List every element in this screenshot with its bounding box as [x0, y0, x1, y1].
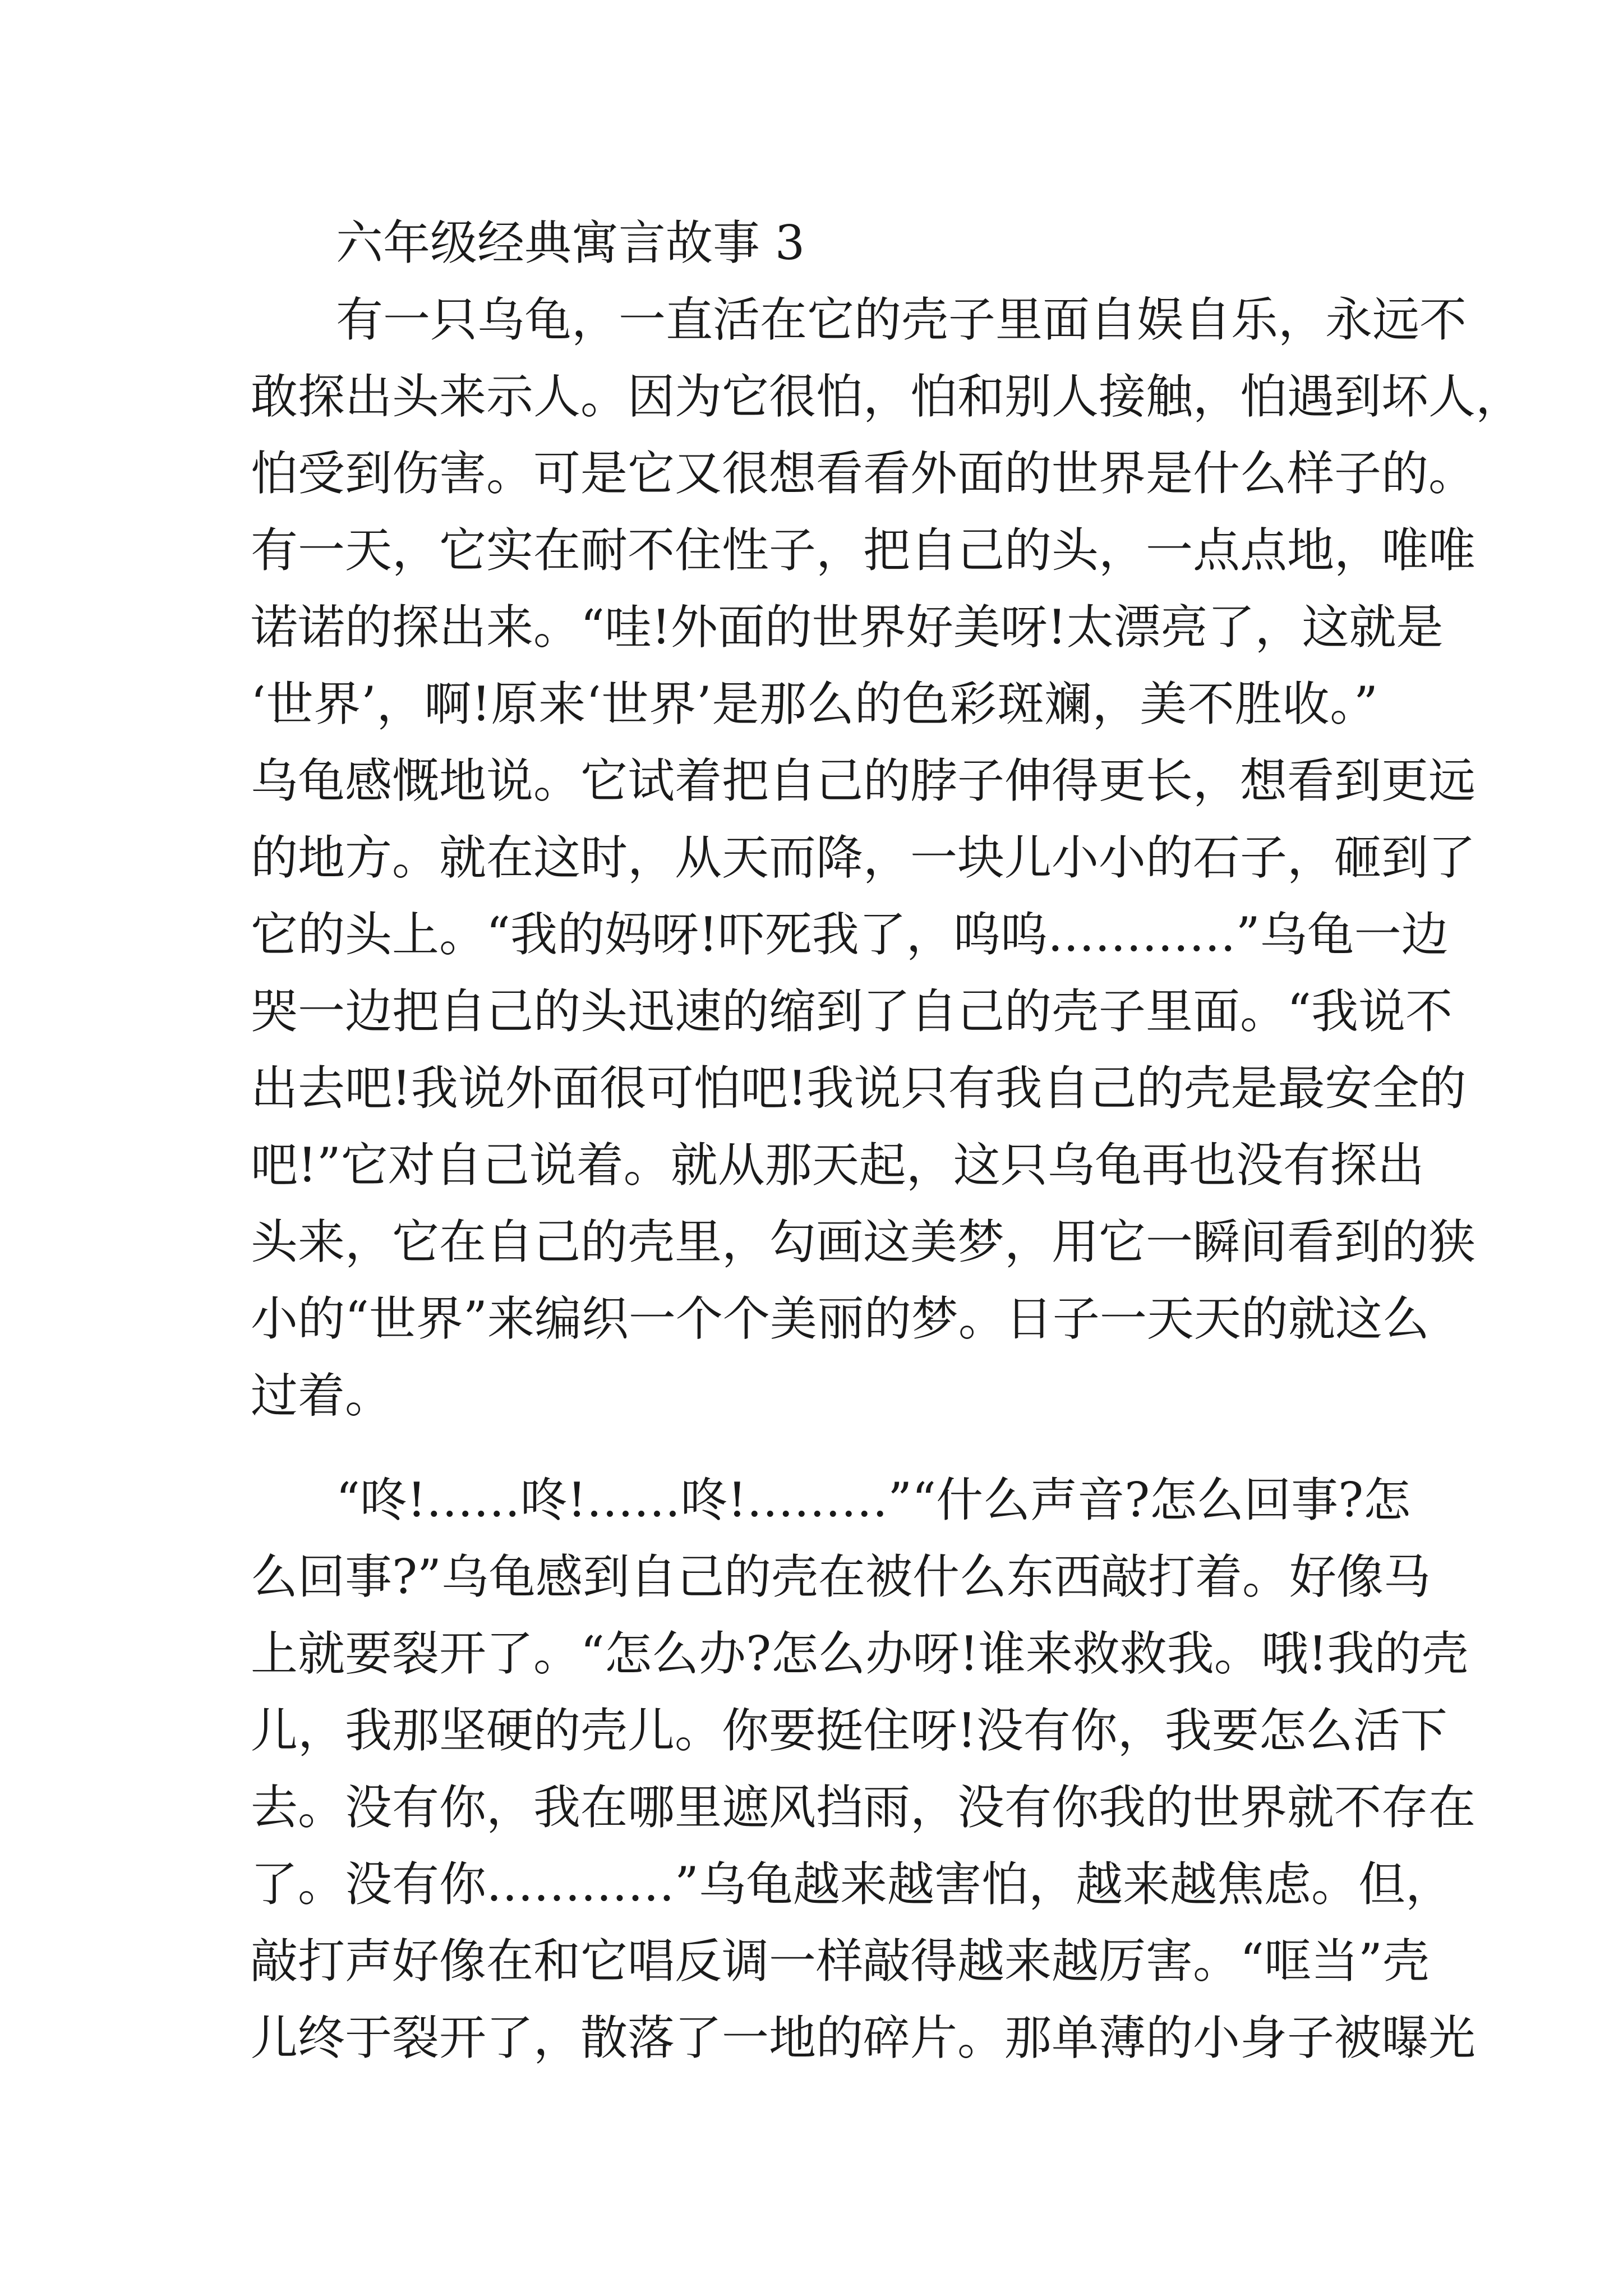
paragraph-line: 诺诺的探出来。“哇!外面的世界好美呀!太漂亮了，这就是	[251, 600, 1444, 655]
paragraph-line: 么回事?”乌龟感到自己的壳在被什么东西敲打着。好像马	[251, 1549, 1431, 1604]
paragraph-line: 儿终于裂开了，散落了一地的碎片。那单薄的小身子被曝光	[251, 2010, 1476, 2065]
paragraph-line: 儿，我那坚硬的壳儿。你要挺住呀!没有你，我要怎么活下	[251, 1703, 1447, 1758]
paragraph-line: ‘世界’，啊!原来‘世界’是那么的色彩斑斓，美不胜收。”	[251, 677, 1378, 731]
document-title: 六年级经典寓言故事 3	[336, 215, 805, 270]
paragraph-line: 敲打声好像在和它唱反调一样敲得越来越厉害。“哐当”壳	[251, 1934, 1430, 1989]
paragraph-line: 小的“世界”来编织一个个美丽的梦。日子一天天的就这么	[251, 1291, 1430, 1346]
paragraph-line: 了。没有你…………”乌龟越来越害怕，越来越焦虑。但，	[251, 1857, 1453, 1912]
paragraph-line: 哭一边把自己的头迅速的缩到了自己的壳子里面。“我说不	[251, 984, 1453, 1039]
paragraph-line: 上就要裂开了。“怎么办?怎么办呀!谁来救救我。哦!我的壳	[251, 1626, 1469, 1681]
paragraph-line: 怕受到伤害。可是它又很想看看外面的世界是什么样子的。	[251, 446, 1476, 501]
paragraph-line: 过着。	[251, 1368, 393, 1423]
paragraph-line: “咚!……咚!……咚!………”“什么声音?怎么回事?怎	[336, 1473, 1411, 1527]
paragraph-line: 吧!”它对自己说着。就从那天起，这只乌龟再也没有探出	[251, 1138, 1424, 1193]
paragraph-line: 出去吧!我说外面很可怕吧!我说只有我自己的壳是最安全的	[251, 1061, 1467, 1116]
paragraph-line: 的地方。就在这时，从天而降，一块儿小小的石子，砸到了	[251, 830, 1476, 885]
paragraph-line: 它的头上。“我的妈呀!吓死我了，呜呜…………”乌龟一边	[251, 907, 1449, 962]
paragraph-line: 敢探出头来示人。因为它很怕，怕和别人接触，怕遇到坏人，	[251, 369, 1523, 424]
paragraph-line: 头来，它在自己的壳里，勾画这美梦，用它一瞬间看到的狭	[251, 1214, 1476, 1269]
paragraph-line: 有一只乌龟，一直活在它的壳子里面自娱自乐，永远不	[336, 292, 1467, 347]
paragraph-line: 有一天，它实在耐不住性子，把自己的头，一点点地，唯唯	[251, 523, 1476, 578]
paragraph-line: 乌龟感慨地说。它试着把自己的脖子伸得更长，想看到更远	[251, 753, 1476, 808]
paragraph-line: 去。没有你，我在哪里遮风挡雨，没有你我的世界就不存在	[251, 1780, 1476, 1835]
